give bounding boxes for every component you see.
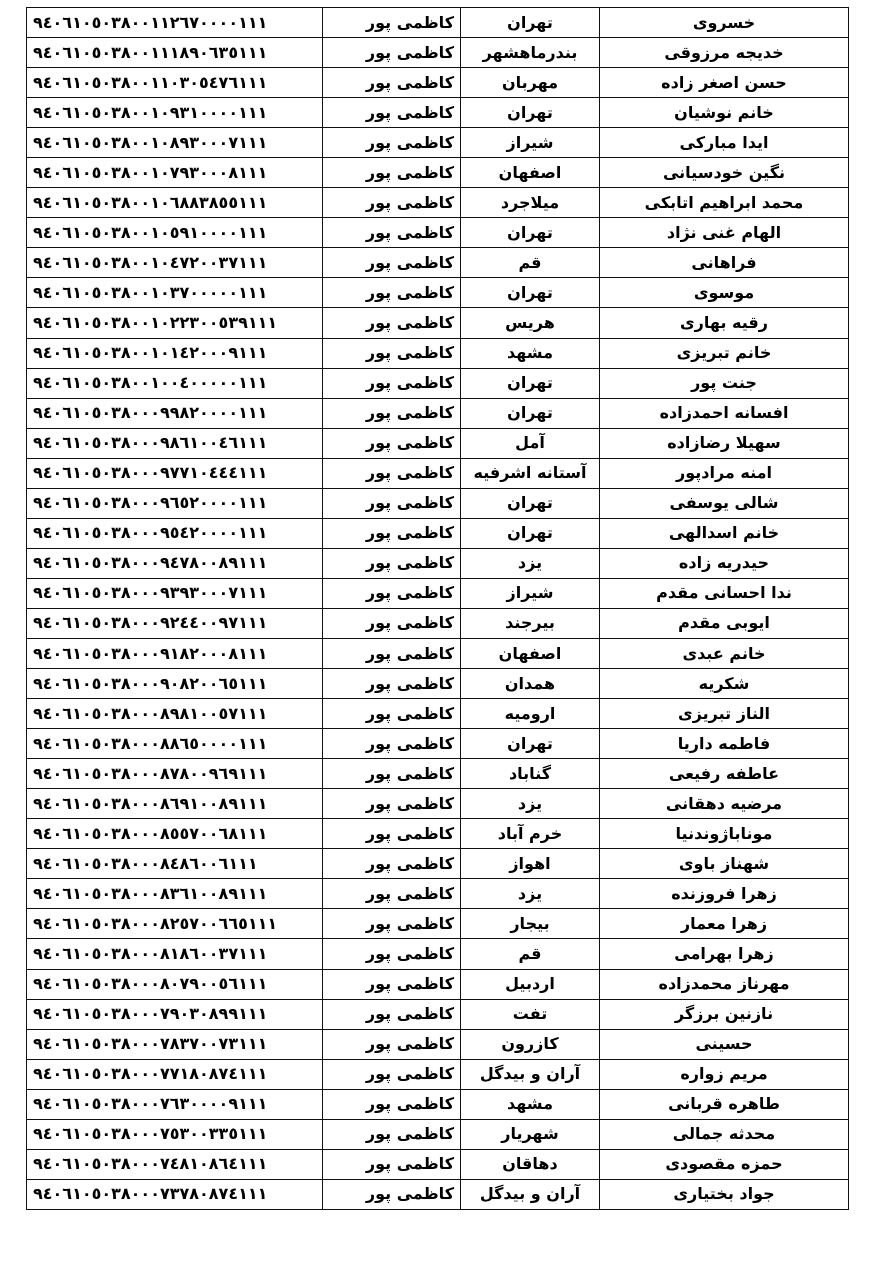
city-cell: همدان bbox=[461, 669, 600, 699]
city-cell: تفت bbox=[461, 999, 600, 1029]
agent-cell: کاظمی پور bbox=[323, 1149, 461, 1179]
code-cell: ۹٤٠٦١٠٥٠٣٨٠٠٠۹٣۹٣٠٠٠٧١١١ bbox=[27, 578, 323, 608]
name-cell: خانم تبریزی bbox=[600, 338, 849, 368]
city-cell: خرم آباد bbox=[461, 819, 600, 849]
agent-cell: کاظمی پور bbox=[323, 608, 461, 638]
city-cell: اردبیل bbox=[461, 969, 600, 999]
name-cell: موسوی bbox=[600, 278, 849, 308]
name-cell: الناز تبریزی bbox=[600, 699, 849, 729]
city-cell: تهران bbox=[461, 98, 600, 128]
code-cell: ۹٤٠٦١٠٥٠٣٨٠٠١١٠٣٠٥٤٧٦١١١ bbox=[27, 68, 323, 98]
agent-cell: کاظمی پور bbox=[323, 578, 461, 608]
table-row bbox=[27, 218, 849, 248]
table-row bbox=[27, 999, 849, 1029]
agent-cell: کاظمی پور bbox=[323, 368, 461, 398]
table-row bbox=[27, 458, 849, 488]
name-cell: مریم زواره bbox=[600, 1059, 849, 1089]
code-cell: ۹٤٠٦١٠٥٠٣٨٠٠٠٨٣٦١٠٠٨۹١١١ bbox=[27, 879, 323, 909]
code-cell: ۹٤٠٦١٠٥٠٣٨٠٠٠٧٤٨١٠٨٦٤١١١ bbox=[27, 1149, 323, 1179]
table-row bbox=[27, 188, 849, 218]
city-cell: شهریار bbox=[461, 1119, 600, 1149]
agent-cell: کاظمی پور bbox=[323, 879, 461, 909]
agent-cell: کاظمی پور bbox=[323, 458, 461, 488]
code-cell: ۹٤٠٦١٠٥٠٣٨٠٠٠٨٢٥٧٠٠٦٦٥١١١ bbox=[27, 909, 323, 939]
code-cell: ۹٤٠٦١٠٥٠٣٨٠٠١٠۹٣١٠٠٠٠١١١ bbox=[27, 98, 323, 128]
city-cell: آمل bbox=[461, 428, 600, 458]
code-cell: ۹٤٠٦١٠٥٠٣٨٠٠٠٨٥٥٧٠٠٦٨١١١ bbox=[27, 819, 323, 849]
agent-cell: کاظمی پور bbox=[323, 1029, 461, 1059]
name-cell: افسانه احمدزاده bbox=[600, 398, 849, 428]
code-cell: ۹٤٠٦١٠٥٠٣٨٠٠٠٨٧٨٠٠۹٦۹١١١ bbox=[27, 759, 323, 789]
code-cell: ۹٤٠٦١٠٥٠٣٨٠٠٠۹٨٦١٠٠٤٦١١١ bbox=[27, 428, 323, 458]
city-cell: مهربان bbox=[461, 68, 600, 98]
city-cell: اهواز bbox=[461, 849, 600, 879]
code-cell: ۹٤٠٦١٠٥٠٣٨٠٠٠۹٠٨٢٠٠٦٥١١١ bbox=[27, 669, 323, 699]
agent-cell: کاظمی پور bbox=[323, 638, 461, 668]
table-row bbox=[27, 98, 849, 128]
table-row bbox=[27, 248, 849, 278]
city-cell: دهاقان bbox=[461, 1149, 600, 1179]
roster-table-body bbox=[27, 8, 849, 1210]
city-cell: تهران bbox=[461, 218, 600, 248]
table-row bbox=[27, 8, 849, 38]
agent-cell: کاظمی پور bbox=[323, 819, 461, 849]
city-cell: تهران bbox=[461, 488, 600, 518]
name-cell: زهرا بهرامی bbox=[600, 939, 849, 969]
name-cell: خانم نوشیان bbox=[600, 98, 849, 128]
city-cell: قم bbox=[461, 248, 600, 278]
agent-cell: کاظمی پور bbox=[323, 38, 461, 68]
agent-cell: کاظمی پور bbox=[323, 909, 461, 939]
agent-cell: کاظمی پور bbox=[323, 158, 461, 188]
code-cell: ۹٤٠٦١٠٥٠٣٨٠٠٠٨٨٦٥٠٠٠٠١١١ bbox=[27, 729, 323, 759]
table-row bbox=[27, 759, 849, 789]
code-cell: ۹٤٠٦١٠٥٠٣٨٠٠١٠٥۹١٠٠٠٠١١١ bbox=[27, 218, 323, 248]
city-cell: آستانه اشرفیه bbox=[461, 458, 600, 488]
code-cell: ۹٤٠٦١٠٥٠٣٨٠٠٠٧٧١٨٠٨٧٤١١١ bbox=[27, 1059, 323, 1089]
agent-cell: کاظمی پور bbox=[323, 969, 461, 999]
city-cell: میلاجرد bbox=[461, 188, 600, 218]
city-cell: تهران bbox=[461, 729, 600, 759]
code-cell: ۹٤٠٦١٠٥٠٣٨٠٠٠٨٤٨٦٠٠٦١١١ bbox=[27, 849, 323, 879]
table-row bbox=[27, 699, 849, 729]
city-cell: اصفهان bbox=[461, 638, 600, 668]
agent-cell: کاظمی پور bbox=[323, 1059, 461, 1089]
name-cell: طاهره قربانی bbox=[600, 1089, 849, 1119]
agent-cell: کاظمی پور bbox=[323, 428, 461, 458]
code-cell: ۹٤٠٦١٠٥٠٣٨٠٠٠۹٥٤٢٠٠٠٠١١١ bbox=[27, 518, 323, 548]
code-cell: ۹٤٠٦١٠٥٠٣٨٠٠١٠٤٧٢٠٠٣٧١١١ bbox=[27, 248, 323, 278]
code-cell: ۹٤٠٦١٠٥٠٣٨٠٠١٠٣٧٠٠٠٠٠١١١ bbox=[27, 278, 323, 308]
code-cell: ۹٤٠٦١٠٥٠٣٨٠٠١٠٦٨٨٣٨٥٥١١١ bbox=[27, 188, 323, 218]
name-cell: مهرناز محمدزاده bbox=[600, 969, 849, 999]
name-cell: سهیلا رضازاده bbox=[600, 428, 849, 458]
name-cell: حمزه مقصودی bbox=[600, 1149, 849, 1179]
table-row bbox=[27, 879, 849, 909]
table-row bbox=[27, 1059, 849, 1089]
code-cell: ۹٤٠٦١٠٥٠٣٨٠٠١٠٨۹٣٠٠٠٧١١١ bbox=[27, 128, 323, 158]
name-cell: جواد بختیاری bbox=[600, 1179, 849, 1209]
city-cell: مشهد bbox=[461, 1089, 600, 1119]
name-cell: خانم عبدی bbox=[600, 638, 849, 668]
code-cell: ۹٤٠٦١٠٥٠٣٨٠٠٠۹٢٤٤٠٠۹٧١١١ bbox=[27, 608, 323, 638]
table-row bbox=[27, 428, 849, 458]
city-cell: تهران bbox=[461, 368, 600, 398]
city-cell: بندرماهشهر bbox=[461, 38, 600, 68]
agent-cell: کاظمی پور bbox=[323, 278, 461, 308]
name-cell: فراهانی bbox=[600, 248, 849, 278]
city-cell: گناباد bbox=[461, 759, 600, 789]
code-cell: ۹٤٠٦١٠٥٠٣٨٠٠٠٨٦۹١٠٠٨۹١١١ bbox=[27, 789, 323, 819]
name-cell: خدیجه مرزوقی bbox=[600, 38, 849, 68]
agent-cell: کاظمی پور bbox=[323, 248, 461, 278]
agent-cell: کاظمی پور bbox=[323, 338, 461, 368]
agent-cell: کاظمی پور bbox=[323, 98, 461, 128]
agent-cell: کاظمی پور bbox=[323, 488, 461, 518]
table-row bbox=[27, 548, 849, 578]
table-row bbox=[27, 909, 849, 939]
table-row bbox=[27, 338, 849, 368]
city-cell: بیجار bbox=[461, 909, 600, 939]
name-cell: حیدریه زاده bbox=[600, 548, 849, 578]
name-cell: نازنین برزگر bbox=[600, 999, 849, 1029]
name-cell: خانم اسدالهی bbox=[600, 518, 849, 548]
table-row bbox=[27, 488, 849, 518]
agent-cell: کاظمی پور bbox=[323, 218, 461, 248]
code-cell: ۹٤٠٦١٠٥٠٣٨٠٠١١١٨٩٠٦٣٥١١١ bbox=[27, 38, 323, 68]
code-cell: ۹٤٠٦١٠٥٠٣٨٠٠٠٧٥٣٠٠٣٣٥١١١ bbox=[27, 1119, 323, 1149]
table-row bbox=[27, 849, 849, 879]
name-cell: جنت پور bbox=[600, 368, 849, 398]
agent-cell: کاظمی پور bbox=[323, 729, 461, 759]
table-row bbox=[27, 578, 849, 608]
table-row bbox=[27, 1149, 849, 1179]
table-row bbox=[27, 669, 849, 699]
city-cell: بیرجند bbox=[461, 608, 600, 638]
name-cell: رقیه بهاری bbox=[600, 308, 849, 338]
city-cell: تهران bbox=[461, 398, 600, 428]
city-cell: مشهد bbox=[461, 338, 600, 368]
city-cell: یزد bbox=[461, 879, 600, 909]
table-row bbox=[27, 1119, 849, 1149]
table-row bbox=[27, 518, 849, 548]
name-cell: الهام غنی نژاد bbox=[600, 218, 849, 248]
code-cell: ۹٤٠٦١٠٥٠٣٨٠٠١٠١٤٢٠٠٠۹١١١ bbox=[27, 338, 323, 368]
code-cell: ۹٤٠٦١٠٥٠٣٨٠٠٠۹٦٥٢٠٠٠٠١١١ bbox=[27, 488, 323, 518]
agent-cell: کاظمی پور bbox=[323, 669, 461, 699]
code-cell: ۹٤٠٦١٠٥٠٣٨٠٠١٠٢٢٣٠٠٥٣۹١١١ bbox=[27, 308, 323, 338]
agent-cell: کاظمی پور bbox=[323, 128, 461, 158]
table-row bbox=[27, 38, 849, 68]
table-row bbox=[27, 308, 849, 338]
name-cell: زهرا فروزنده bbox=[600, 879, 849, 909]
code-cell: ۹٤٠٦١٠٥٠٣٨٠٠٠۹٧٧١٠٤٤٤١١١ bbox=[27, 458, 323, 488]
agent-cell: کاظمی پور bbox=[323, 939, 461, 969]
name-cell: شهناز باوی bbox=[600, 849, 849, 879]
city-cell: شیراز bbox=[461, 578, 600, 608]
table-row bbox=[27, 368, 849, 398]
table-row bbox=[27, 398, 849, 428]
code-cell: ۹٤٠٦١٠٥٠٣٨٠٠٠٨١٨٦٠٠٣٧١١١ bbox=[27, 939, 323, 969]
name-cell: مرضیه دهقانی bbox=[600, 789, 849, 819]
name-cell: حسینی bbox=[600, 1029, 849, 1059]
city-cell: یزد bbox=[461, 789, 600, 819]
table-row bbox=[27, 638, 849, 668]
city-cell: تهران bbox=[461, 518, 600, 548]
table-row bbox=[27, 819, 849, 849]
table-row bbox=[27, 1029, 849, 1059]
code-cell: ۹٤٠٦١٠٥٠٣٨٠٠١١٢٦٧٠٠٠٠١١١ bbox=[27, 8, 323, 38]
table-row bbox=[27, 969, 849, 999]
table-row bbox=[27, 789, 849, 819]
city-cell: اصفهان bbox=[461, 158, 600, 188]
name-cell: فاطمه داریا bbox=[600, 729, 849, 759]
name-cell: محمد ابراهیم اتابکی bbox=[600, 188, 849, 218]
code-cell: ۹٤٠٦١٠٥٠٣٨٠٠١٠٠٤٠٠٠٠٠١١١ bbox=[27, 368, 323, 398]
table-row bbox=[27, 1179, 849, 1209]
name-cell: خسروی bbox=[600, 8, 849, 38]
agent-cell: کاظمی پور bbox=[323, 518, 461, 548]
agent-cell: کاظمی پور bbox=[323, 398, 461, 428]
name-cell: ایوبی مقدم bbox=[600, 608, 849, 638]
city-cell: ارومیه bbox=[461, 699, 600, 729]
agent-cell: کاظمی پور bbox=[323, 789, 461, 819]
name-cell: حسن اصغر زاده bbox=[600, 68, 849, 98]
code-cell: ۹٤٠٦١٠٥٠٣٨٠٠٠٧٦٣٠٠٠٠۹١١١ bbox=[27, 1089, 323, 1119]
agent-cell: کاظمی پور bbox=[323, 1179, 461, 1209]
city-cell: تهران bbox=[461, 8, 600, 38]
table-row bbox=[27, 939, 849, 969]
agent-cell: کاظمی پور bbox=[323, 548, 461, 578]
name-cell: موناباژوندنیا bbox=[600, 819, 849, 849]
table-row bbox=[27, 68, 849, 98]
table-row bbox=[27, 158, 849, 188]
city-cell: شیراز bbox=[461, 128, 600, 158]
code-cell: ۹٤٠٦١٠٥٠٣٨٠٠٠٨٠٧۹٠٠٥٦١١١ bbox=[27, 969, 323, 999]
name-cell: ندا احسانی مقدم bbox=[600, 578, 849, 608]
code-cell: ۹٤٠٦١٠٥٠٣٨٠٠٠٧۹٠٣٠٨۹۹١١١ bbox=[27, 999, 323, 1029]
agent-cell: کاظمی پور bbox=[323, 699, 461, 729]
code-cell: ۹٤٠٦١٠٥٠٣٨٠٠٠۹۹٨٢٠٠٠٠١١١ bbox=[27, 398, 323, 428]
table-row bbox=[27, 128, 849, 158]
city-cell: قم bbox=[461, 939, 600, 969]
code-cell: ۹٤٠٦١٠٥٠٣٨٠٠٠٧٣٧٨٠٨٧٤١١١ bbox=[27, 1179, 323, 1209]
name-cell: امنه مرادپور bbox=[600, 458, 849, 488]
city-cell: تهران bbox=[461, 278, 600, 308]
table-row bbox=[27, 278, 849, 308]
name-cell: عاطفه رفیعی bbox=[600, 759, 849, 789]
name-cell: شالی یوسفی bbox=[600, 488, 849, 518]
name-cell: شکریه bbox=[600, 669, 849, 699]
name-cell: ایدا مبارکی bbox=[600, 128, 849, 158]
city-cell: آران و بیدگل bbox=[461, 1059, 600, 1089]
agent-cell: کاظمی پور bbox=[323, 68, 461, 98]
code-cell: ۹٤٠٦١٠٥٠٣٨٠٠٠٨۹٨١٠٠٥٧١١١ bbox=[27, 699, 323, 729]
agent-cell: کاظمی پور bbox=[323, 999, 461, 1029]
city-cell: کازرون bbox=[461, 1029, 600, 1059]
code-cell: ۹٤٠٦١٠٥٠٣٨٠٠٠۹١٨٢٠٠٠٨١١١ bbox=[27, 638, 323, 668]
agent-cell: کاظمی پور bbox=[323, 849, 461, 879]
agent-cell: کاظمی پور bbox=[323, 1089, 461, 1119]
code-cell: ۹٤٠٦١٠٥٠٣٨٠٠٠۹٤٧٨٠٠٨۹١١١ bbox=[27, 548, 323, 578]
table-row bbox=[27, 1089, 849, 1119]
roster-sheet bbox=[26, 7, 848, 1210]
table-row bbox=[27, 608, 849, 638]
agent-cell: کاظمی پور bbox=[323, 759, 461, 789]
code-cell: ۹٤٠٦١٠٥٠٣٨٠٠١٠٧۹٣٠٠٠٨١١١ bbox=[27, 158, 323, 188]
code-cell: ۹٤٠٦١٠٥٠٣٨٠٠٠٧٨٣٧٠٠٧٣١١١ bbox=[27, 1029, 323, 1059]
city-cell: یزد bbox=[461, 548, 600, 578]
roster-table bbox=[26, 7, 849, 1210]
city-cell: هریس bbox=[461, 308, 600, 338]
agent-cell: کاظمی پور bbox=[323, 308, 461, 338]
name-cell: محدثه جمالی bbox=[600, 1119, 849, 1149]
agent-cell: کاظمی پور bbox=[323, 1119, 461, 1149]
agent-cell: کاظمی پور bbox=[323, 8, 461, 38]
name-cell: نگین خودسیانی bbox=[600, 158, 849, 188]
table-row bbox=[27, 729, 849, 759]
city-cell: آران و بیدگل bbox=[461, 1179, 600, 1209]
agent-cell: کاظمی پور bbox=[323, 188, 461, 218]
name-cell: زهرا معمار bbox=[600, 909, 849, 939]
